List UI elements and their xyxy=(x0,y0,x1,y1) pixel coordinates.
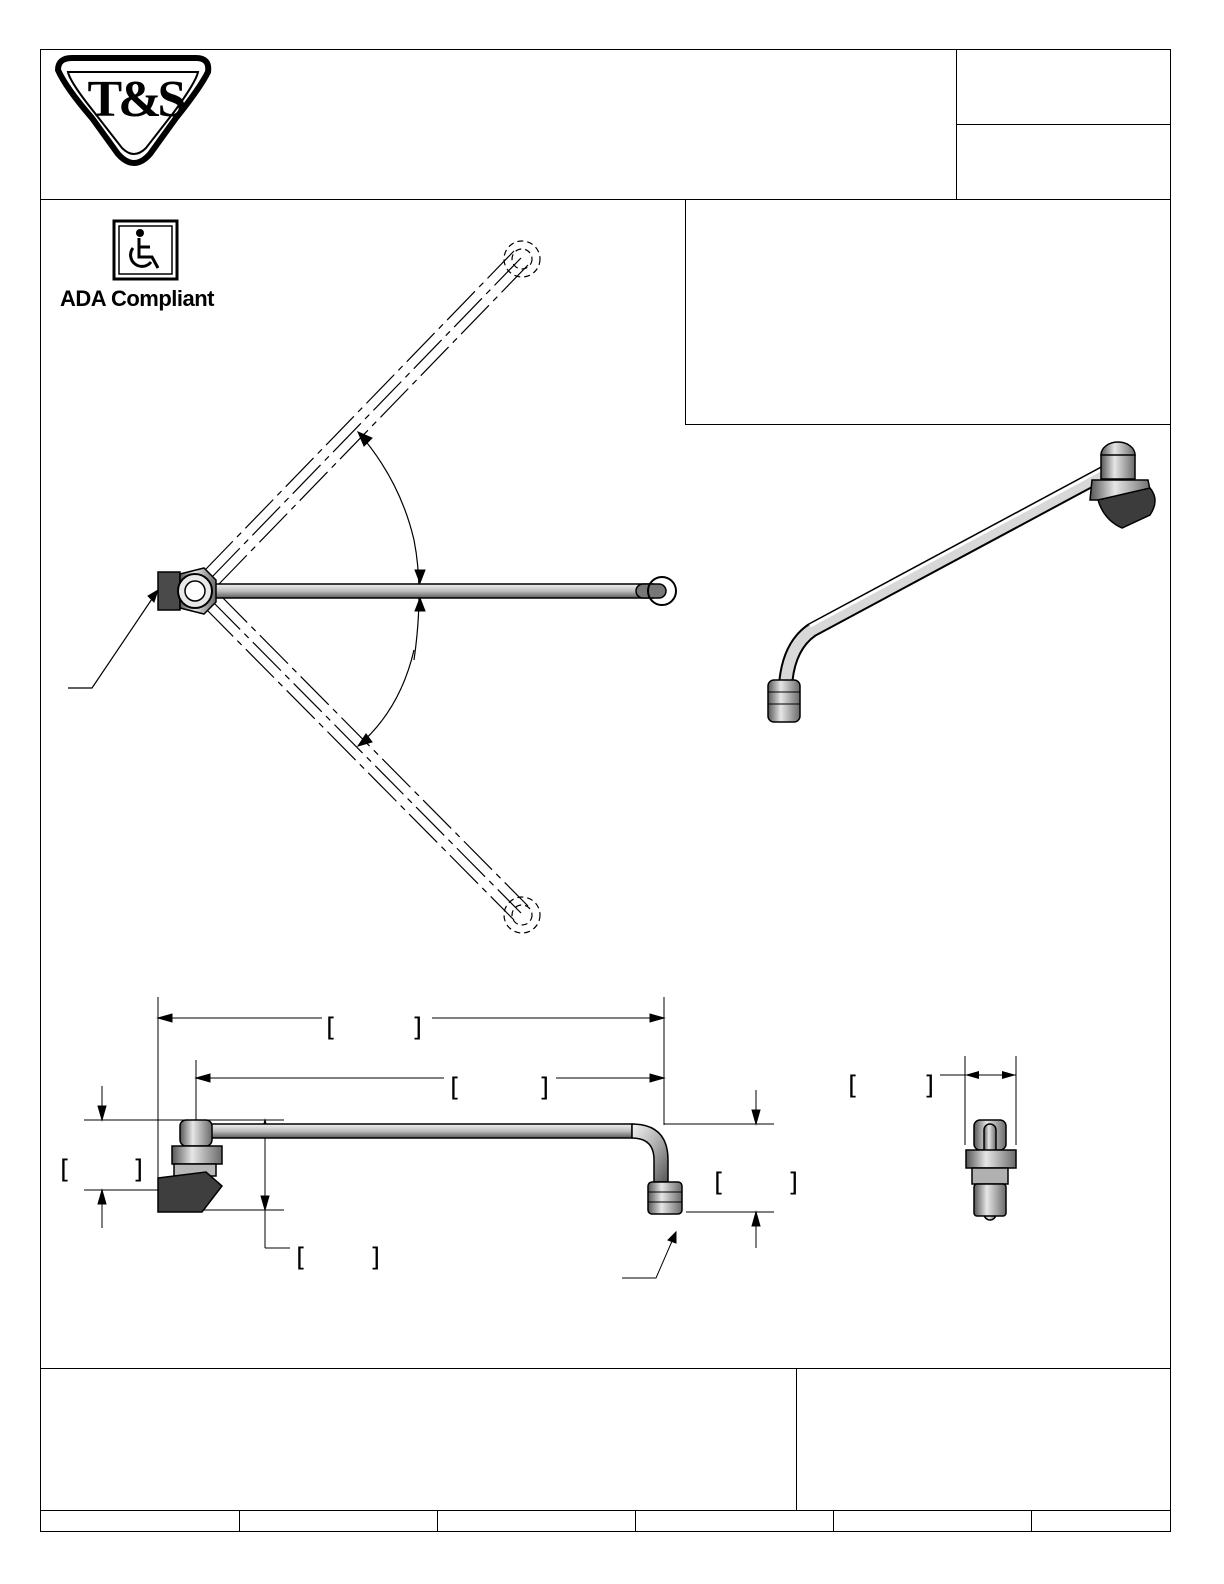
width-open-bracket: [ xyxy=(848,1071,859,1101)
isometric-view xyxy=(768,442,1155,722)
width-close-bracket: ] xyxy=(924,1071,935,1101)
spout-reach-close-bracket: ] xyxy=(539,1073,550,1103)
side-view xyxy=(940,1056,1016,1220)
inlet-height-close-bracket: ] xyxy=(133,1155,144,1185)
outlet-height-close-bracket: ] xyxy=(788,1168,799,1198)
base-height-open-bracket: [ xyxy=(296,1243,307,1273)
logo-text: T&S xyxy=(87,71,183,128)
inlet-height-open-bracket: [ xyxy=(60,1155,71,1185)
ada-compliant-label: ADA Compliant xyxy=(60,286,215,311)
wheelchair-icon xyxy=(114,221,177,279)
outlet-height-open-bracket: [ xyxy=(714,1168,725,1198)
base-height-close-bracket: ] xyxy=(370,1243,381,1273)
spout-reach-open-bracket: [ xyxy=(450,1073,461,1103)
overall-length-close-bracket: ] xyxy=(412,1013,423,1043)
front-view-spout xyxy=(158,1120,682,1214)
overall-length-open-bracket: [ xyxy=(326,1013,337,1043)
